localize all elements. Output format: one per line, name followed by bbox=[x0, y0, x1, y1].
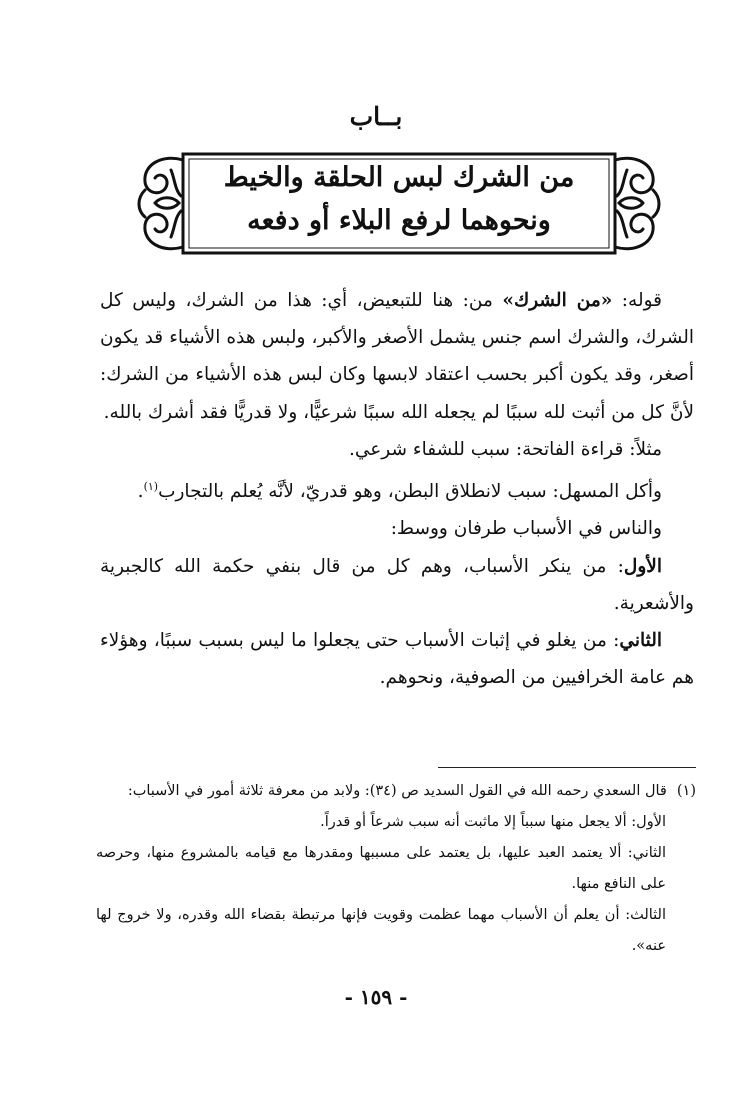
second-group-label: الثاني bbox=[619, 629, 662, 651]
paragraph-1 bbox=[100, 282, 694, 431]
first-group-label: الأول bbox=[623, 555, 662, 577]
footnote-number: (١) bbox=[676, 783, 696, 799]
page-number: - ١٥٩ - bbox=[344, 985, 408, 1009]
paragraph-1-intro: قوله: bbox=[612, 290, 662, 311]
paragraph-6 bbox=[100, 622, 694, 696]
footnote-point-second: الثاني: ألا يعتمد العبد عليها، بل يعتمد على مسببها ومقدرها مع قيامه بالمشروع منها، وحرصه على النافع منها. bbox=[96, 845, 666, 892]
paragraph-4: والناس في الأسباب طرفان ووسط: bbox=[390, 518, 662, 540]
chapter-title-line-1: من الشرك لبس الحلقة والخيط bbox=[223, 162, 575, 193]
paragraph-5-text: : من ينكر الأسباب، وهم كل من قال بنفي حكمة الله كالجبرية والأشعرية. bbox=[100, 555, 694, 614]
footnote-point-first: الأول: ألا يجعل منها سبباً إلا ماثبت أنه سبب شرعاً أو قدراً. bbox=[320, 814, 666, 830]
footnote-reference[interactable]: (١) bbox=[143, 480, 159, 494]
footnote-point-third: الثالث: أن يعلم أن الأسباب مهما عظمت وقويت فإنها مرتبطة بقضاء الله وقدره، ولا خروج لها عنه». bbox=[96, 907, 666, 954]
main-text bbox=[100, 282, 694, 696]
paragraph-3-end: . bbox=[137, 481, 144, 503]
footnote-1-intro bbox=[96, 776, 696, 807]
footnote-intro-text: قال السعدي رحمه الله في القول السديد ص (٣٤): ولابد من معرفة ثلاثة أمور في الأسباب: bbox=[127, 783, 667, 799]
chapter-title-frame bbox=[135, 150, 663, 257]
chapter-title-line-2: ونحوهما لرفع البلاء أو دفعه bbox=[247, 205, 551, 236]
paragraph-5 bbox=[100, 548, 694, 622]
paragraph-1-text: من: هنا للتبعيض، أي: هذا من الشرك، وليس كل الشرك، والشرك اسم جنس يشمل الأصغر والأكبر، ولبس هذه الأشياء قد يكون أصغر، وقد يكون أكبر بحسب اعتقاد لابسها وكان لبس هذه الأشياء من الشرك: لأنَّ كل من أثبت لله سببًا لم يجعله الله سببًا شرعيًّا، ولا قدريًّا فقد أشرك بالله. bbox=[100, 290, 694, 423]
paragraph-2: مثلاً: قراءة الفاتحة: سبب للشفاء شرعي. bbox=[348, 438, 662, 460]
quoted-term: «من الشرك» bbox=[502, 290, 613, 311]
footnotes bbox=[96, 776, 696, 962]
chapter-label: بــاب bbox=[349, 102, 403, 131]
paragraph-3-text: وأكل المسهل: سبب لانطلاق البطن، وهو قدريّ، لأنَّه يُعلم بالتجارب bbox=[158, 481, 662, 503]
footnote-separator bbox=[438, 767, 696, 768]
paragraph-6-text: : من يغلو في إثبات الأسباب حتى يجعلوا ما ليس بسبب سببًا، وهؤلاء هم عامة الخرافيين من الصوفية، ونحوهم. bbox=[100, 629, 694, 689]
paragraph-3 bbox=[100, 468, 694, 510]
